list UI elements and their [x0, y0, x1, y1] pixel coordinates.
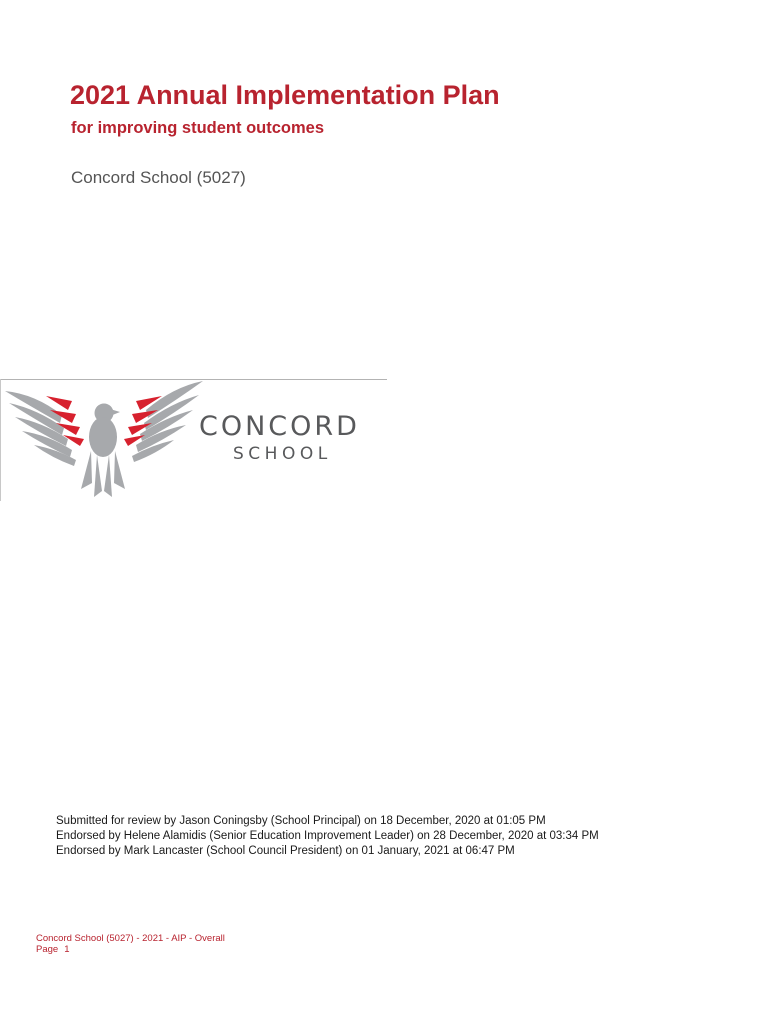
school-name: Concord School (5027) — [71, 168, 246, 187]
eagle-icon — [5, 381, 203, 497]
document-title: 2021 Annual Implementation Plan — [70, 80, 500, 110]
footer-page-label: Page — [36, 944, 59, 955]
school-logo-graphic — [0, 379, 387, 501]
logo-wordmark-concord: CONCORD — [199, 411, 360, 442]
footer-page-number: 1 — [64, 944, 70, 955]
footer-page — [36, 944, 225, 955]
footer-reference: Concord School (5027) - 2021 - AIP - Overall — [36, 933, 225, 944]
document-subtitle: for improving student outcomes — [71, 119, 325, 137]
school-logo — [0, 379, 387, 501]
endorsement-list — [56, 814, 599, 859]
endorsement-line: Submitted for review by Jason Coningsby (School Principal) on 18 December, 2020 at 01:05 PM — [56, 815, 546, 827]
endorsement-line: Endorsed by Helene Alamidis (Senior Education Improvement Leader) on 28 December, 2020 at 03:34 PM — [56, 830, 599, 842]
logo-wordmark-school: SCHOOL — [233, 444, 332, 464]
page-footer — [36, 933, 225, 955]
endorsement-line: Endorsed by Mark Lancaster (School Council President) on 01 January, 2021 at 06:47 PM — [56, 845, 515, 857]
